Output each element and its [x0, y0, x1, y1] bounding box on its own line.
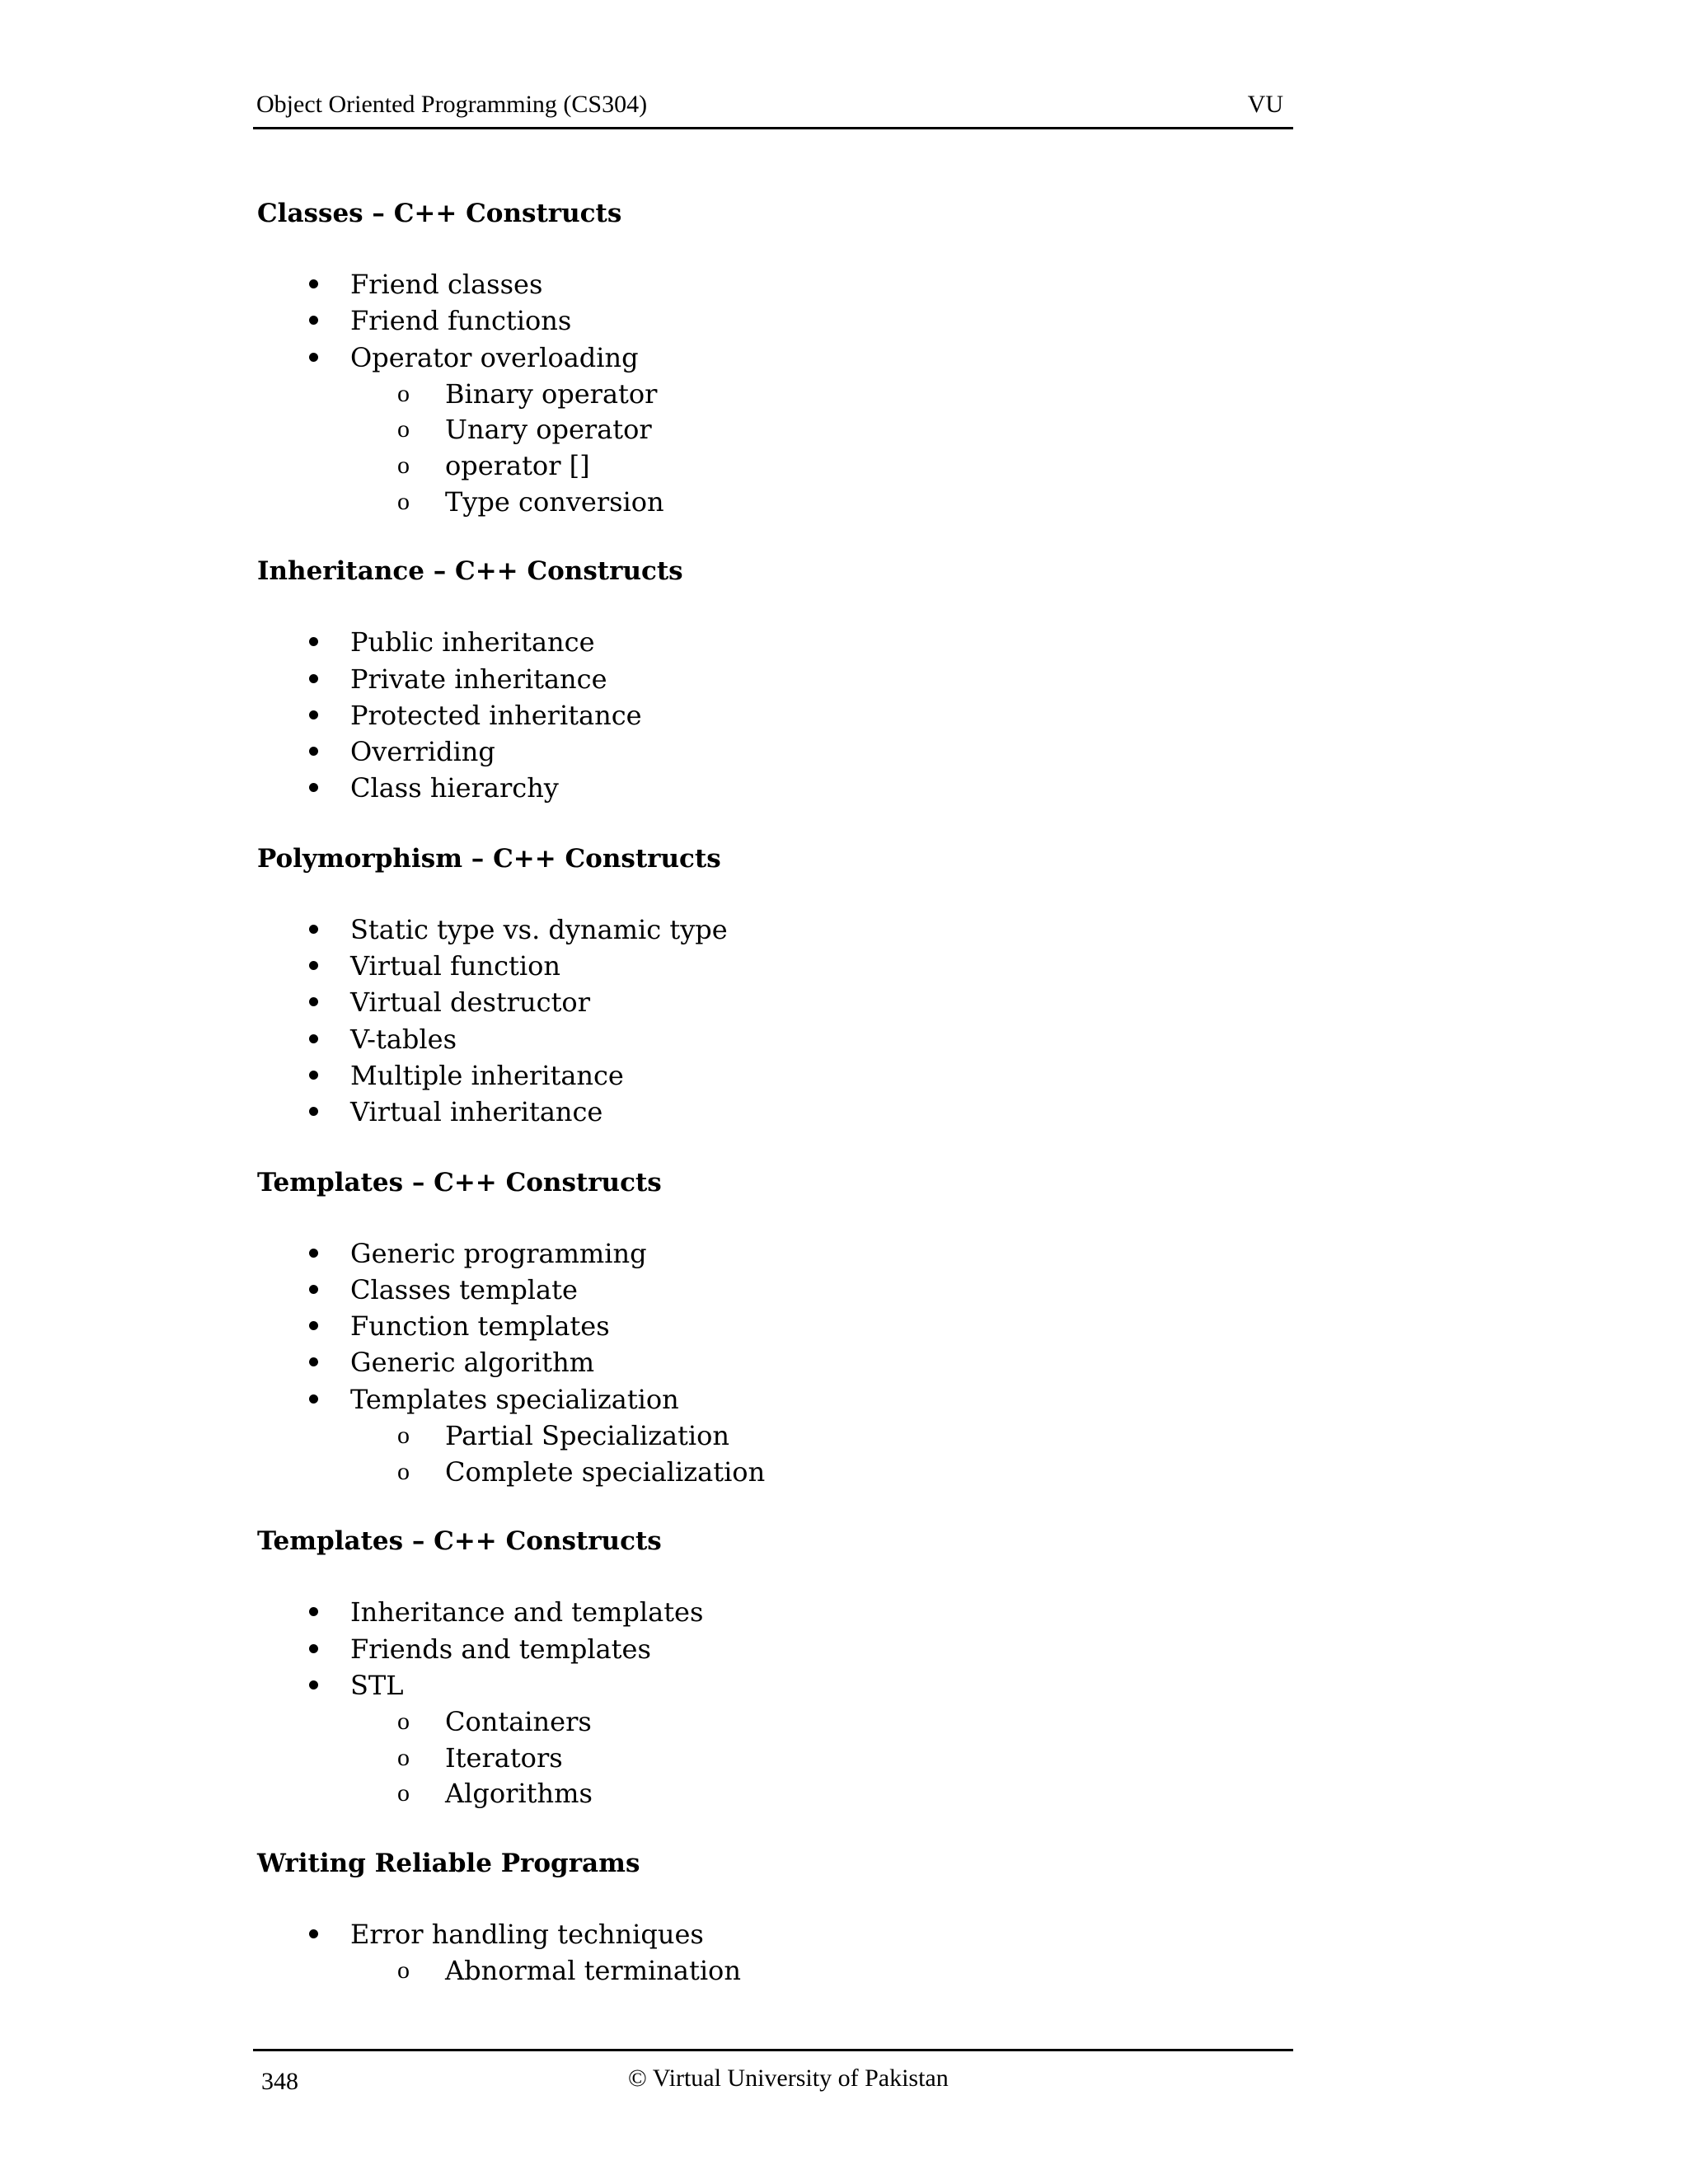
list-item: [257, 1272, 1287, 1308]
bullet-icon: [309, 637, 318, 646]
list-item: [257, 912, 1287, 948]
hollow-bullet-icon: o: [397, 487, 410, 515]
list-item: [257, 1916, 1287, 1952]
list-item: [257, 302, 1287, 339]
page-header: [253, 89, 1293, 129]
bullet-icon: [309, 1285, 318, 1294]
list-item-label: Function templates: [350, 1310, 610, 1343]
sub-list-item: [257, 376, 1287, 412]
section-heading: Polymorphism – C++ Constructs: [257, 843, 721, 874]
list-item: [257, 948, 1287, 984]
bullet-icon: [309, 1929, 318, 1938]
sub-list-item: [257, 484, 1287, 520]
bullet-icon: [309, 1034, 318, 1043]
bullet-list: [257, 1916, 1287, 1989]
sub-list-item-label: Type conversion: [445, 485, 664, 518]
list-item: [257, 1235, 1287, 1272]
sub-list-item-label: Complete specialization: [445, 1455, 766, 1488]
list-item-label: Classes template: [350, 1273, 578, 1305]
hollow-bullet-icon: o: [397, 1422, 410, 1450]
bullet-icon: [309, 674, 318, 683]
list-item-label: STL: [350, 1669, 404, 1701]
bullet-icon: [309, 1644, 318, 1653]
bullet-icon: [309, 353, 318, 362]
section-spacer: [257, 1489, 1287, 1522]
bullet-icon: [309, 997, 318, 1006]
bullet-list: [257, 624, 1287, 806]
list-item: [257, 1308, 1287, 1344]
list-item-label: Multiple inheritance: [350, 1059, 624, 1091]
bullet-icon: [309, 1107, 318, 1116]
page-number: 348: [261, 2068, 298, 2095]
list-item-label: Virtual function: [350, 950, 560, 982]
section-heading: Templates – C++ Constructs: [257, 1526, 662, 1557]
list-item-label: Virtual destructor: [350, 987, 590, 1019]
list-item: [257, 340, 1287, 376]
list-item-label: Generic algorithm: [350, 1347, 595, 1379]
bullet-icon: [309, 1394, 318, 1404]
bullet-icon: [309, 316, 318, 325]
bullet-icon: [309, 1071, 318, 1080]
hollow-bullet-icon: o: [397, 452, 410, 480]
bullet-icon: [309, 1607, 318, 1616]
list-item-label: Class hierarchy: [350, 772, 559, 804]
list-item: [257, 1594, 1287, 1630]
section-heading: Inheritance – C++ Constructs: [257, 556, 683, 587]
section-heading: Templates – C++ Constructs: [257, 1167, 662, 1197]
hollow-bullet-icon: o: [397, 379, 410, 407]
list-item-label: Operator overloading: [350, 341, 639, 373]
list-item: [257, 1631, 1287, 1667]
bullet-icon: [309, 1321, 318, 1330]
hollow-bullet-icon: o: [397, 415, 410, 443]
document-body: [257, 194, 1287, 1989]
outline-section: [257, 194, 1287, 519]
bullet-icon: [309, 1680, 318, 1690]
list-item-label: Private inheritance: [350, 663, 607, 695]
list-item: [257, 1381, 1287, 1418]
list-item: [257, 733, 1287, 770]
course-title: Object Oriented Programming (CS304): [256, 91, 648, 118]
sub-list-item-label: Iterators: [445, 1741, 563, 1774]
bullet-icon: [309, 710, 318, 719]
list-item-label: Templates specialization: [350, 1383, 679, 1415]
list-item: [257, 266, 1287, 302]
list-item-label: Friend functions: [350, 305, 572, 337]
bullet-list: [257, 1594, 1287, 1811]
outline-section: [257, 840, 1287, 1131]
list-item-label: Friend classes: [350, 269, 543, 300]
bullet-icon: [309, 961, 318, 970]
list-item-label: Protected inheritance: [350, 699, 642, 731]
sub-list-item-label: Unary operator: [445, 414, 652, 446]
list-item: [257, 1021, 1287, 1057]
list-item-label: Friends and templates: [350, 1633, 651, 1665]
list-item-label: Virtual inheritance: [350, 1096, 603, 1128]
bullet-list: [257, 266, 1287, 519]
list-item: [257, 984, 1287, 1020]
sub-list-item: [257, 1418, 1287, 1454]
bullet-icon: [309, 925, 318, 934]
bullet-icon: [309, 1249, 318, 1258]
bullet-icon: [309, 279, 318, 288]
institution-label: VU: [1247, 91, 1283, 118]
hollow-bullet-icon: o: [397, 1743, 410, 1771]
list-item: [257, 624, 1287, 660]
page-footer: [253, 2049, 1293, 2101]
list-item-label: Public inheritance: [350, 626, 595, 658]
list-item-label: Generic programming: [350, 1237, 647, 1269]
bullet-list: [257, 1235, 1287, 1490]
hollow-bullet-icon: o: [397, 1957, 410, 1985]
list-item: [257, 1094, 1287, 1130]
outline-section: [257, 1522, 1287, 1811]
section-heading: Writing Reliable Programs: [257, 1848, 640, 1878]
sub-list-item-label: Algorithms: [445, 1778, 593, 1810]
list-item: [257, 1667, 1287, 1704]
outline-section: [257, 552, 1287, 806]
bullet-icon: [309, 747, 318, 756]
section-spacer: [257, 1811, 1287, 1844]
list-item: [257, 770, 1287, 806]
section-heading: Classes – C++ Constructs: [257, 199, 622, 228]
section-spacer: [257, 1131, 1287, 1164]
outline-section: [257, 1164, 1287, 1490]
sub-list-item: [257, 1952, 1287, 1989]
bullet-icon: [309, 1357, 318, 1366]
hollow-bullet-icon: o: [397, 1708, 410, 1736]
copyright-notice: © Virtual University of Pakistan: [628, 2064, 949, 2092]
list-item-label: Error handling techniques: [350, 1918, 704, 1950]
sub-list-item-label: Binary operator: [445, 377, 658, 410]
hollow-bullet-icon: o: [397, 1779, 410, 1807]
outline-section: [257, 1844, 1287, 1989]
sub-list-item: [257, 1775, 1287, 1811]
section-spacer: [257, 807, 1287, 840]
sub-list-item-label: Abnormal termination: [445, 1955, 741, 1987]
list-item-label: Inheritance and templates: [350, 1596, 704, 1629]
list-item: [257, 661, 1287, 697]
sub-list-item-label: Partial Specialization: [445, 1420, 729, 1452]
hollow-bullet-icon: o: [397, 1457, 410, 1485]
list-item-label: Overriding: [350, 736, 495, 768]
sub-list-item: [257, 411, 1287, 448]
section-spacer: [257, 519, 1287, 552]
list-item: [257, 1057, 1287, 1094]
sub-list-item: [257, 448, 1287, 484]
list-item: [257, 697, 1287, 733]
list-item-label: Static type vs. dynamic type: [350, 913, 728, 945]
sub-list-item: [257, 1704, 1287, 1740]
list-item: [257, 1344, 1287, 1380]
list-item-label: V-tables: [350, 1023, 457, 1055]
bullet-icon: [309, 783, 318, 792]
sub-list-item-label: operator []: [445, 450, 590, 482]
sub-list-item: [257, 1740, 1287, 1776]
bullet-list: [257, 912, 1287, 1131]
sub-list-item: [257, 1454, 1287, 1490]
sub-list-item-label: Containers: [445, 1706, 592, 1738]
